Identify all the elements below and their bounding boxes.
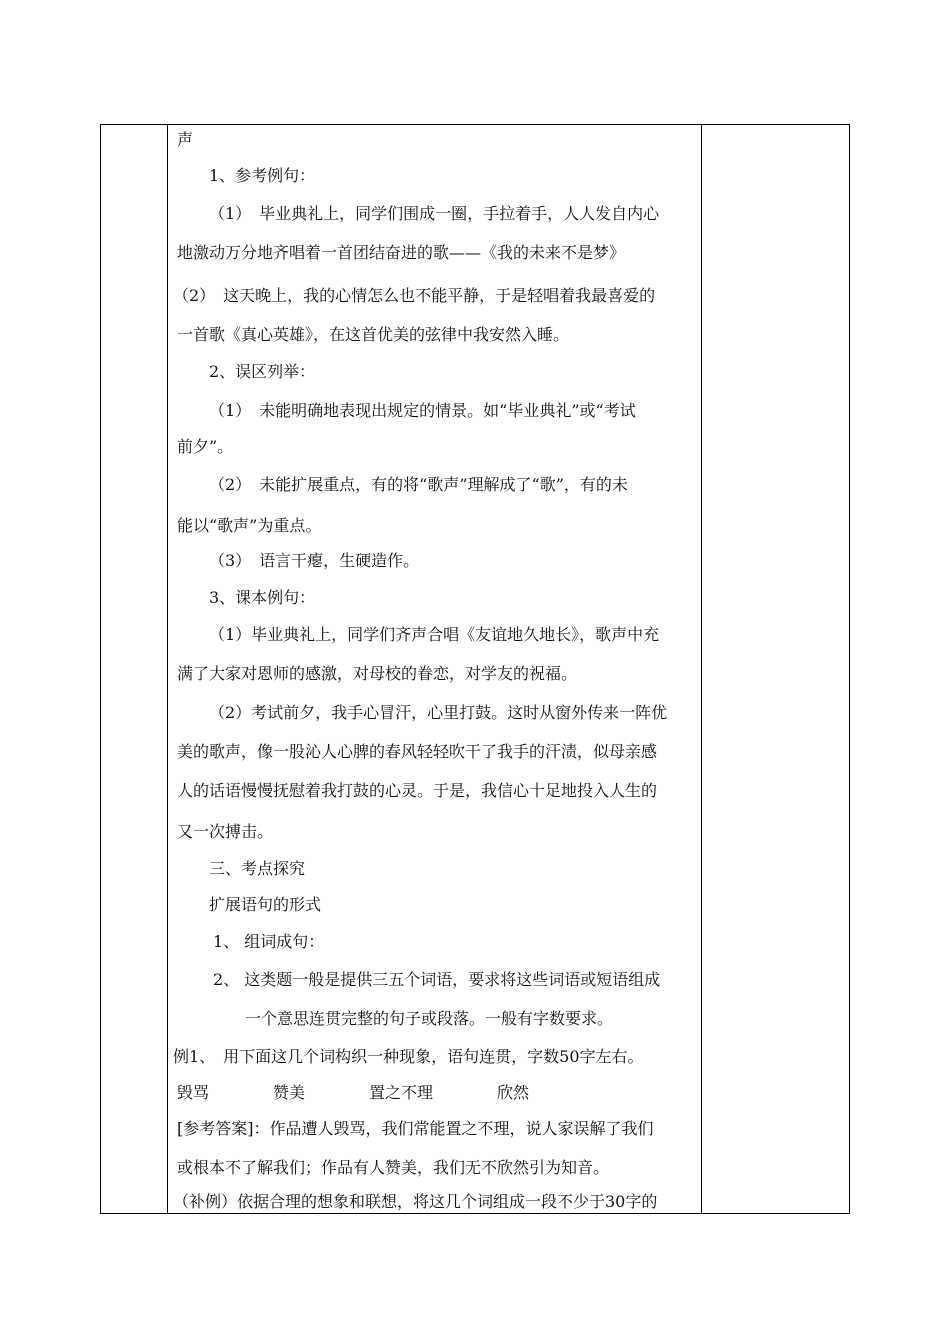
text-line: 一首歌《真心英雄》，在这首优美的弦律中我安然入睡。 <box>177 325 570 344</box>
text-line: 前夕”。 <box>177 437 234 456</box>
text-line: （3） 语言干瘪，生硬造作。 <box>209 551 420 570</box>
text-line: （1） 未能明确地表现出规定的情景。如“毕业典礼”或“考试 <box>209 401 636 420</box>
text-line: （1）毕业典礼上，同学们齐声合唱《友谊地久地长》，歌声中充 <box>209 625 660 644</box>
text-line: 例1、 用下面这几个词构织一种现象，语句连贯，字数50字左右。 <box>173 1047 644 1066</box>
text-line: （1） 毕业典礼上，同学们围成一圈，手拉着手，人人发自内心 <box>209 204 660 223</box>
text-line: （2） 这天晚上，我的心情怎么也不能平静，于是轻唱着我最喜爱的 <box>173 286 656 305</box>
column-divider-left <box>167 125 168 1213</box>
text-line: 能以“歌声”为重点。 <box>177 516 322 535</box>
text-line: 1、 组词成句： <box>213 932 325 951</box>
text-line: 一个意思连贯完整的句子或段落。一般有字数要求。 <box>245 1009 614 1028</box>
text-line: 满了大家对恩师的感激，对母校的眷恋，对学友的祝福。 <box>177 664 578 683</box>
text-line: 又一次搏击。 <box>177 822 274 841</box>
column-divider-right <box>701 125 702 1213</box>
text-line: 2、误区列举： <box>209 362 316 381</box>
text-line: （补例）依据合理的想象和联想，将这几个词组成一段不少于30字的 <box>173 1192 658 1211</box>
text-line: 声 <box>177 130 194 149</box>
text-line: 三、考点探究 <box>209 859 306 878</box>
text-line: 3、课本例句： <box>209 588 316 607</box>
text-line: 美的歌声，像一股沁人心脾的春风轻轻吹干了我手的汗渍，似母亲感 <box>177 742 658 761</box>
text-line: 扩展语句的形式 <box>209 895 322 914</box>
text-line: 2、 这类题一般是提供三五个词语，要求将这些词语或短语组成 <box>213 970 661 989</box>
text-line: 毁骂 赞美 置之不理 欣然 <box>177 1083 530 1102</box>
text-line: 1、参考例句： <box>209 166 316 185</box>
text-line: （2）考试前夕，我手心冒汗，心里打鼓。这时从窗外传来一阵优 <box>209 703 668 722</box>
document-table <box>100 124 850 1214</box>
text-line: [参考答案]：作品遭人毁骂，我们常能置之不理，说人家误解了我们 <box>177 1119 654 1138</box>
text-line: 人的话语慢慢抚慰着我打鼓的心灵。于是，我信心十足地投入人生的 <box>177 781 658 800</box>
text-line: 地激动万分地齐唱着一首团结奋进的歌——《我的未来不是梦》 <box>177 243 626 262</box>
text-line: 或根本不了解我们；作品有人赞美，我们无不欣然引为知音。 <box>177 1158 610 1177</box>
text-line: （2） 未能扩展重点，有的将“歌声”理解成了“歌”，有的未 <box>209 475 628 494</box>
